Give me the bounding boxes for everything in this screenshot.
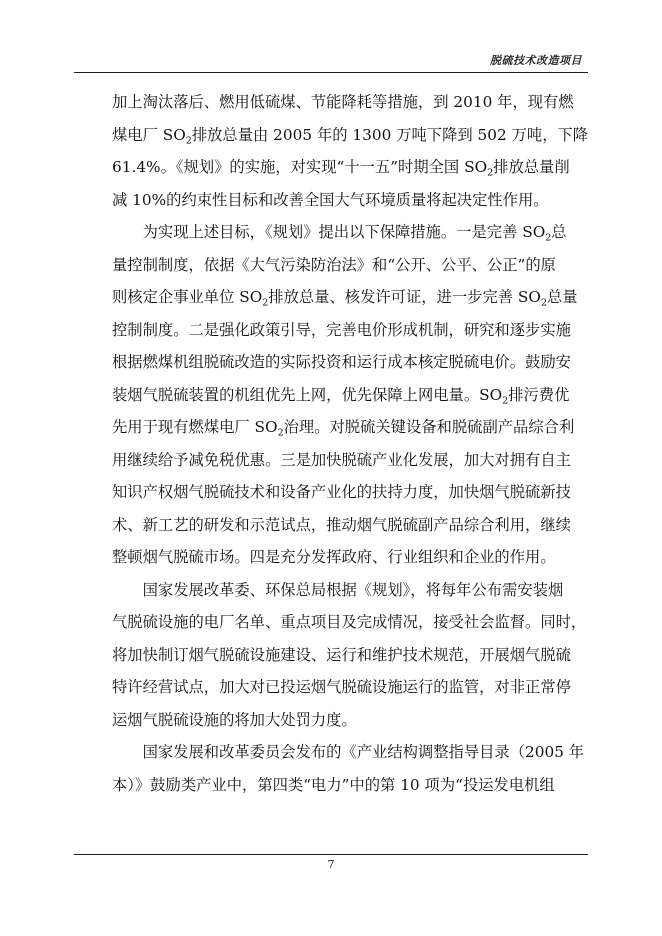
- text-line: 为实现上述目标，《规划》提出以下保障措施。一是完善 $SO_2$总: [142, 223, 567, 244]
- text-line: 整顿烟气脱硫市场。四是充分发挥政府、行业组织和企业的作用。: [112, 548, 556, 566]
- subscript: 2: [502, 394, 509, 406]
- text-line: 术、新工艺的研发和示范试点，推动烟气脱硫副产品综合利用，继续: [112, 515, 571, 534]
- subscript: 2: [545, 232, 552, 244]
- text-line: 控制制度。二是强化政策引导，完善电价形成机制，研究和逐步实施: [112, 320, 571, 339]
- subscript: 2: [540, 297, 547, 309]
- footer-divider: [74, 854, 588, 855]
- subscript: 2: [185, 134, 192, 146]
- document-body: [112, 86, 589, 801]
- text-line: 煤电厂 $SO_2$排放总量由 2005 年的 1300 万吨下降到 502 万吨，下降: [112, 125, 589, 146]
- paragraph: [112, 574, 587, 737]
- text-line: 先用于现有燃煤电厂 $SO_2$治理。对脱硫关键设备和脱硫副产品综合利: [112, 418, 575, 439]
- text-line: 本）》鼓励类产业中，第四类“电力”中的第 10 项为“投运发电机组: [112, 775, 555, 794]
- text-line: 61.4%。《规划》的实施，对实现“十一五”时期全国 $SO_2$排放总量削: [112, 158, 570, 179]
- text-line: 量控制制度，依据《大气污染防治法》和“公开、公平、公正”的原: [112, 255, 556, 274]
- subscript: 2: [487, 167, 494, 179]
- text-line: 用继续给予减免税优惠。三是加快脱硫产业化发展，加大对拥有自主: [112, 450, 571, 469]
- text-line: 国家发展改革委、环保总局根据《规划》，将每年公布需安装烟: [142, 580, 564, 599]
- text-line: 运烟气脱硫设施的将加大处罚力度。: [112, 710, 357, 729]
- subscript: 2: [277, 427, 284, 439]
- text-line: 特许经营试点，加大对已投运烟气脱硫设施运行的监管，对非正常停: [112, 678, 571, 696]
- subscript: 2: [262, 297, 269, 309]
- text-line: 减 10%的约束性目标和改善全国大气环境质量将起决定性作用。: [112, 190, 549, 209]
- text-line: 装烟气脱硫装置的机组优先上网，优先保障上网电量。$SO_2$排污费优: [112, 385, 570, 406]
- page-number: 7: [327, 858, 335, 871]
- paragraph: [112, 736, 585, 801]
- text-line: 将加快制订烟气脱硫设施建设、运行和维护技术规范，开展烟气脱硫: [112, 645, 571, 664]
- text-line: 知识产权烟气脱硫技术和设备产业化的扶持力度，加快烟气脱硫新技: [112, 483, 571, 501]
- text-line: 加上淘汰落后、燃用低硫煤、节能降耗等措施，到 2010 年，现有燃: [112, 93, 574, 111]
- text-line: 气脱硫设施的电厂名单、重点项目及完成情况，接受社会监督。同时，: [112, 613, 587, 631]
- paragraph: [112, 216, 578, 574]
- header-divider: [74, 72, 588, 73]
- paragraph: [112, 86, 589, 216]
- text-line: 则核定企事业单位 $SO_2$排放总量、核发许可证，进一步完善 $SO_2$总量: [112, 288, 578, 309]
- text-line: 国家发展和改革委员会发布的《产业结构调整指导目录（2005 年: [142, 743, 585, 761]
- running-header-title: 脱硫技术改造项目: [490, 54, 582, 67]
- text-line: 根据燃煤机组脱硫改造的实际投资和运行成本核定脱硫电价。鼓励安: [112, 353, 571, 371]
